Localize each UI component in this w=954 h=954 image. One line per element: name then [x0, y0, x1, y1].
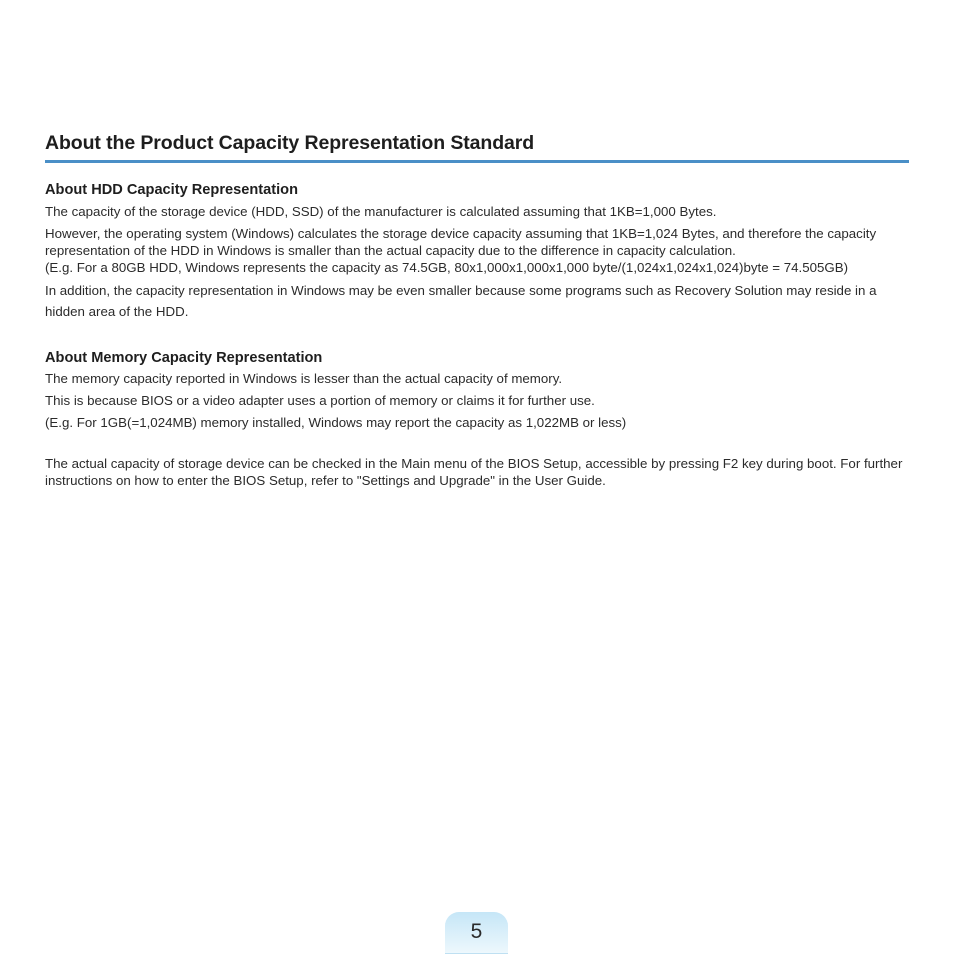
page-number: 5: [470, 920, 483, 943]
hdd-heading: About HDD Capacity Representation: [45, 182, 298, 198]
note-paragraph: The actual capacity of storage device can be checked in the Main menu of the BIOS Setup, accessible by pressing F2 key during boot. For further instructions on how to enter the BIOS Setup, refer to "Settings and Upgrade" in the User Guide.: [45, 456, 903, 488]
hdd-section: [45, 181, 915, 322]
hdd-paragraph-text: However, the operating system (Windows) calculates the storage device capacity assuming that 1KB=1,024 Bytes, and therefore the capacity representation of the HDD in Windows is smaller than the actual capacity due to the difference in capacity calculation.: [45, 226, 877, 258]
memory-paragraph: This is because BIOS or a video adapter uses a portion of memory or claims it for further use.: [45, 393, 595, 408]
memory-paragraph: The memory capacity reported in Windows is lesser than the actual capacity of memory.: [45, 371, 563, 386]
page-title: About the Product Capacity Representation Standard: [45, 132, 535, 154]
memory-section: [45, 349, 915, 431]
note-section: [45, 455, 915, 489]
page-number-tab: [445, 912, 508, 954]
content-body: [45, 181, 915, 489]
hdd-paragraph: In addition, the capacity representation in Windows may be even smaller because some programs such as Recovery Solution may reside in a hidden area of the HDD.: [45, 283, 877, 319]
memory-heading: About Memory Capacity Representation: [45, 350, 323, 366]
memory-paragraph: (E.g. For 1GB(=1,024MB) memory installed, Windows may report the capacity as 1,022MB or less): [45, 415, 627, 430]
hdd-paragraph: [45, 225, 915, 276]
hdd-paragraph: The capacity of the storage device (HDD, SSD) of the manufacturer is calculated assuming that 1KB=1,000 Bytes.: [45, 204, 717, 219]
hdd-example-text: (E.g. For a 80GB HDD, Windows represents the capacity as 74.5GB, 80x1,000x1,000x1,000 byte/(1,024x1,024x1,024)byte = 74.505GB): [45, 260, 849, 275]
title-underline: [45, 160, 909, 163]
